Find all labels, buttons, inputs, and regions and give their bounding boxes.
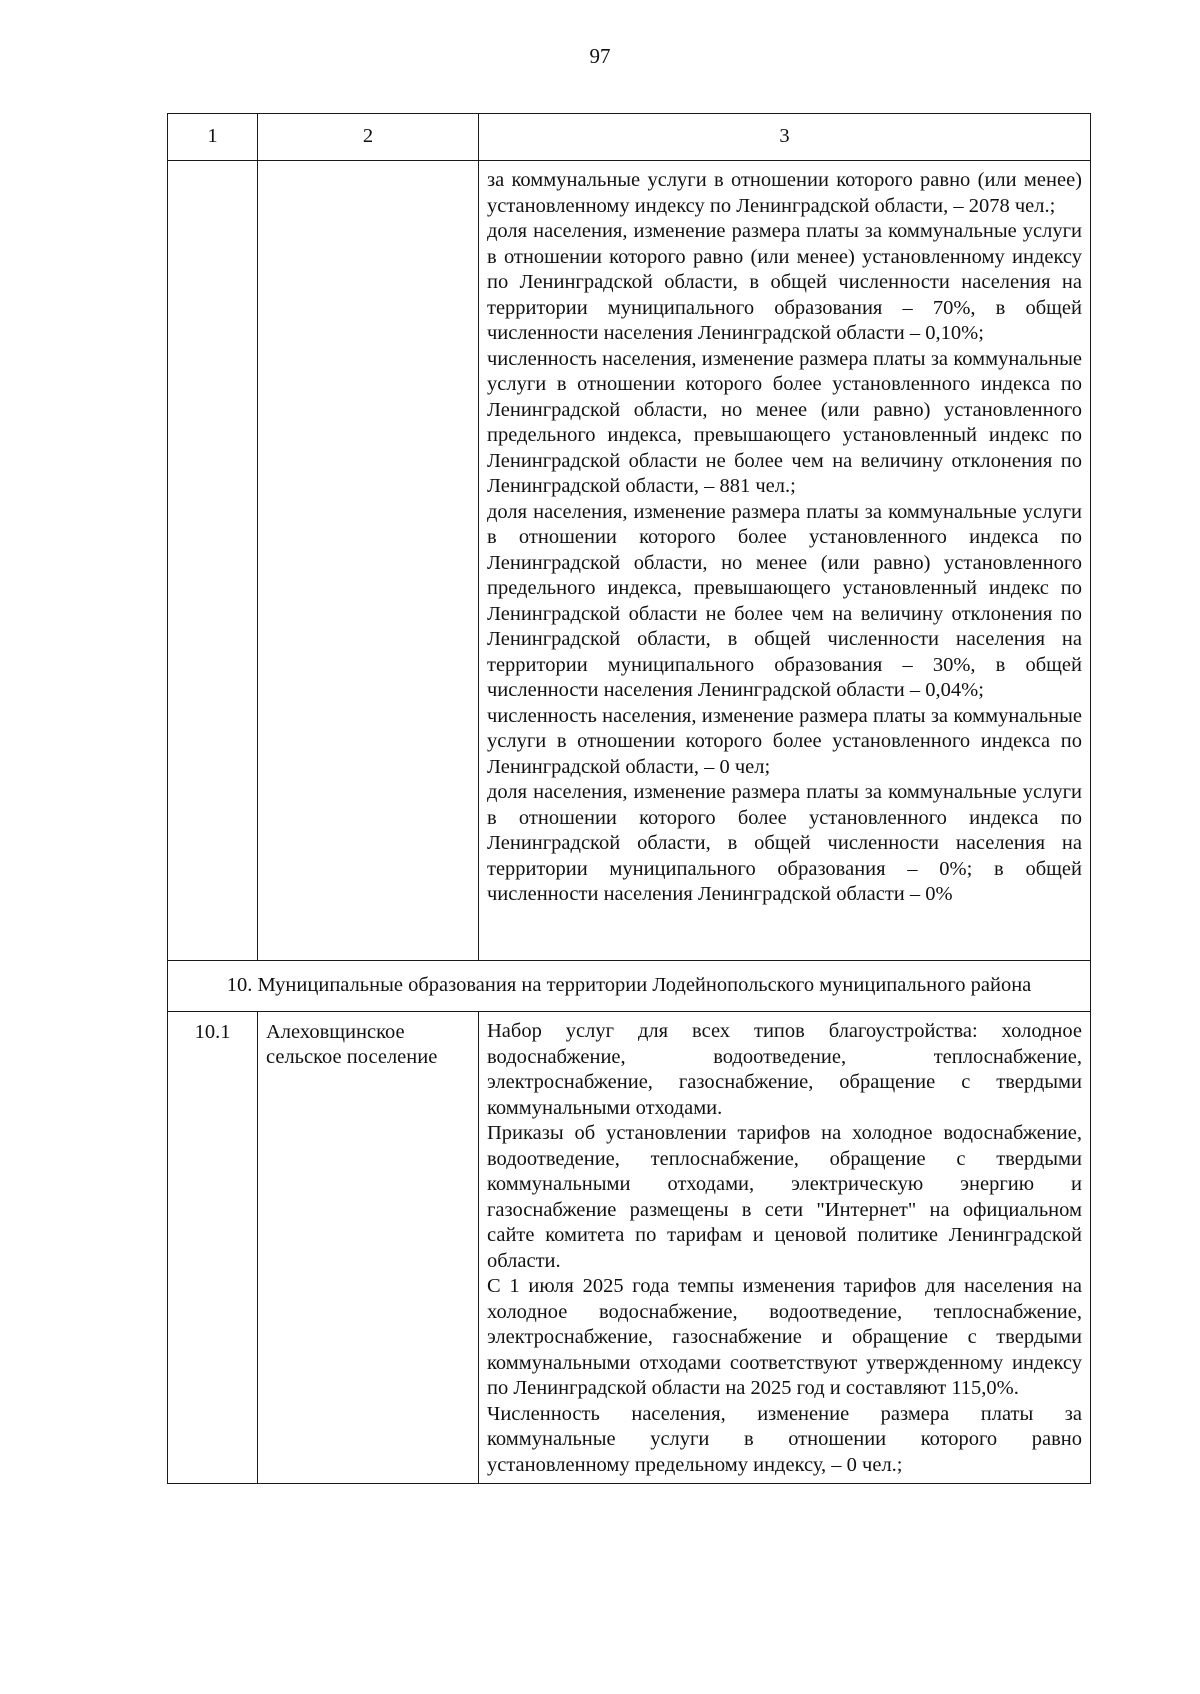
row-text-cell — [479, 161, 1091, 961]
page-number: 97 — [589, 44, 611, 68]
text-paragraph: Численность населения, изменение размера платы за коммунальные услуги в отношении которого равно установленному предельному индексу, – 0 чел.; — [487, 1402, 1082, 1476]
text-paragraph: Приказы об установлении тарифов на холодное водоснабжение, водоотведение, теплоснабжение, обращение с твердыми коммунальными отходами, электрическую энергию и газоснабжение размещены в сети "Интернет" на официальном сайте комитета по тарифам и ценовой политике Ленинградской области. — [487, 1122, 1082, 1272]
municipality-name-cell: Алеховщинское сельское поселение — [258, 1012, 479, 1484]
column-header-1: 1 — [168, 114, 258, 161]
row-number-cell — [168, 161, 258, 961]
row-text-cell — [479, 1012, 1091, 1484]
text-paragraph: доля населения, изменение размера платы за коммунальные услуги в отношении которого более установленного индекса по Ленинградской области, в общей численности населения на территории муниципального образования – 0%; в общей численности населения Ленинградской области – 0% — [487, 781, 1082, 905]
text-paragraph: численность населения, изменение размера платы за коммунальные услуги в отношении которого более установленного индекса по Ленинградской области, но менее (или равно) установленного предельного индекса, превышающего установленный индекс по Ленинградской области не более чем на величину отклонения по Ленинградской области, – 881 чел.; — [487, 347, 1082, 497]
text-paragraph: Набор услуг для всех типов благоустройства: холодное водоснабжение, водоотведение, теплоснабжение, электроснабжение, газоснабжение, обращение с твердыми коммунальными отходами. — [487, 1020, 1082, 1119]
text-paragraph: доля населения, изменение размера платы за коммунальные услуги в отношении которого равно (или менее) установленному индексу по Ленинградской области, в общей численности населения на территории муниципального образования – 70%, в общей численности населения Ленинградской области – 0,10%; — [487, 220, 1082, 344]
row-name-cell — [258, 161, 479, 961]
column-header-3: 3 — [479, 114, 1091, 161]
row-number-cell: 10.1 — [168, 1012, 258, 1484]
document-table — [167, 113, 1091, 1484]
table-row-continued — [168, 161, 1091, 961]
text-paragraph: доля населения, изменение размера платы за коммунальные услуги в отношении которого более установленного индекса по Ленинградской области, но менее (или равно) установленного предельного индекса, превышающего установленный индекс по Ленинградской области не более чем на величину отклонения по Ленинградской области, в общей численности населения на территории муниципального образования – 30%, в общей численности населения Ленинградской области – 0,04%; — [487, 500, 1082, 701]
text-paragraph: С 1 июля 2025 года темпы изменения тарифов для населения на холодное водоснабжение, водоотведение, теплоснабжение, электроснабжение, газоснабжение и обращение с твердыми коммунальными отходами соответствуют утвержденному индексу по Ленинградской области на 2025 год и составляют 115,0%. — [487, 1275, 1082, 1399]
text-paragraph: за коммунальные услуги в отношении которого равно (или менее) установленному индексу по Ленинградской области, – 2078 чел.; — [487, 169, 1082, 217]
text-paragraph: численность населения, изменение размера платы за коммунальные услуги в отношении которого более установленного индекса по Ленинградской области, – 0 чел; — [487, 704, 1082, 778]
table-header-row — [168, 114, 1091, 161]
table-row-10-1 — [168, 1012, 1091, 1484]
section-heading-row — [168, 961, 1091, 1012]
column-header-2: 2 — [258, 114, 479, 161]
section-title: 10. Муниципальные образования на территории Лодейнопольского муниципального района — [168, 961, 1091, 1012]
